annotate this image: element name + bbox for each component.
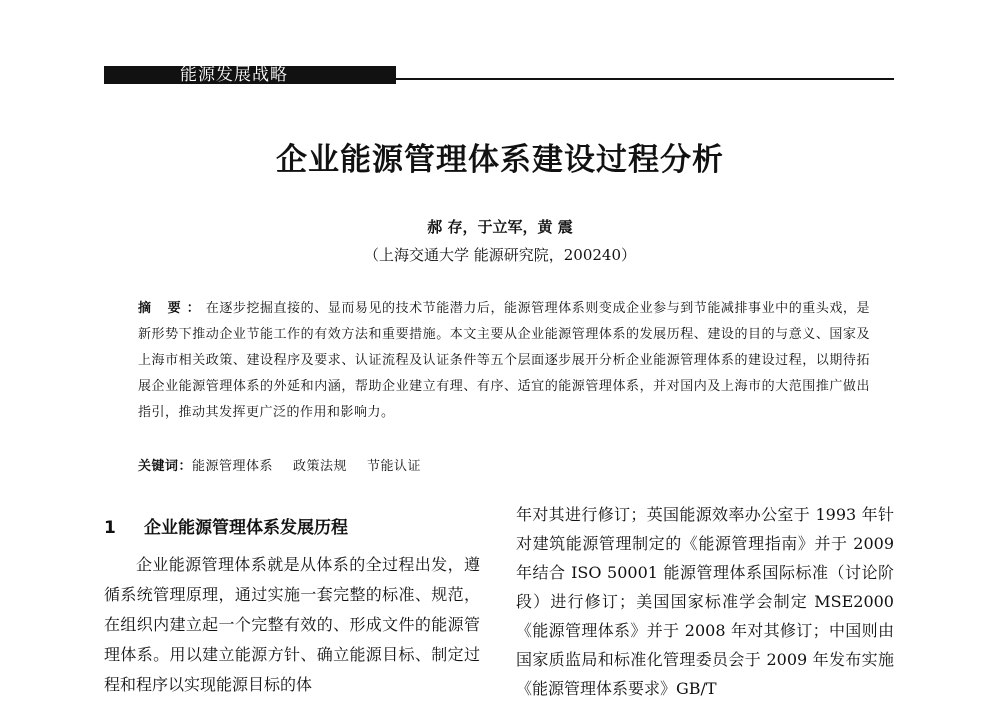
section-heading-text: 企业能源管理体系发展历程 <box>144 518 348 538</box>
left-column <box>104 514 480 700</box>
keywords-label: 关键词： <box>138 459 193 474</box>
section-banner-rule <box>396 78 894 80</box>
section-number: 1 <box>104 518 116 538</box>
affiliation: （上海交通大学 能源研究院，200240） <box>363 246 637 264</box>
authors: 郝 存，于立军，黄 震 <box>427 218 573 236</box>
paper-title: 企业能源管理体系建设过程分析 <box>276 142 724 178</box>
abstract-label: 摘 要： <box>138 301 206 316</box>
keyword-item: 能源管理体系 <box>192 459 274 474</box>
keyword-item: 政策法规 <box>293 459 348 474</box>
section-heading <box>104 514 480 542</box>
body-paragraph: 企业能源管理体系就是从体系的全过程出发，遵循系统管理原理，通过实施一套完整的标准、规范，在组织内建立起一个完整有效的、形成文件的能源管理体系。用以建立能源方针、确立能源目标、制定过程和程序以实现能源目标的体 <box>104 555 480 694</box>
section-banner-label: 能源发展战略 <box>180 65 288 85</box>
abstract <box>138 296 870 426</box>
abstract-text: 在逐步挖掘直接的、显而易见的技术节能潜力后，能源管理体系则变成企业参与到节能减排事业中的重头戏，是新形势下推动企业节能工作的有效方法和重要措施。本文主要从企业能源管理体系的发展历程、建设的目的与意义、国家及上海市相关政策、建设程序及要求、认证流程及认证条件等五个层面逐步展开分析企业能源管理体系的建设过程，以期待拓展企业能源管理体系的外延和内涵，帮助企业建立有理、有序、适宜的能源管理体系，并对国内及上海市的大范围推广做出指引，推动其发挥更广泛的作用和影响力。 <box>138 301 870 420</box>
keywords <box>138 456 870 478</box>
right-column <box>516 500 894 703</box>
body-paragraph-continued: 年对其进行修订；英国能源效率办公室于 1993 年针对建筑能源管理制定的《能源管理指南》并于 2009 年结合 ISO 50001 能源管理体系国际标准（讨论阶段）进行修订；美国国家标准学会制定 MSE2000《能源管理体系》并于 2008 年对其修订；中国则由国家质监局和标准化管理委员会于 2009 年发布实施《能源管理体系要求》GB/T <box>516 505 894 698</box>
keyword-item: 节能认证 <box>367 459 422 474</box>
